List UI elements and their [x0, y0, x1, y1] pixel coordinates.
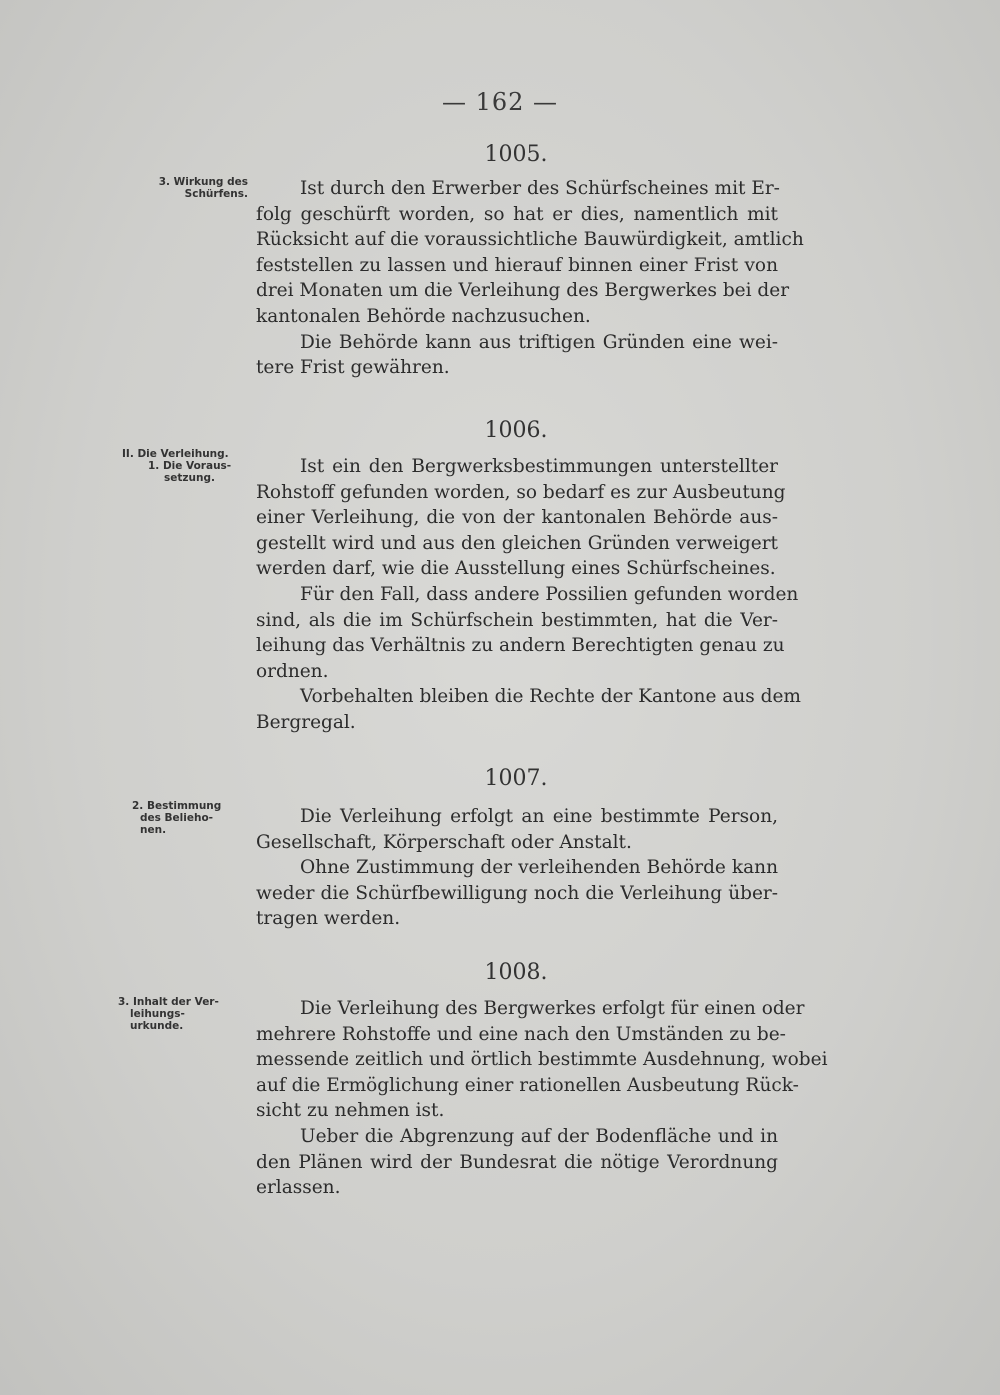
- text-line: mehrere Rohstoffe und eine nach den Umständen zu be-: [256, 1023, 786, 1045]
- text-line: auf die Ermöglichung einer rationellen Ausbeutung Rück-: [256, 1074, 799, 1096]
- margin-note-line: 3. Wirkung des: [158, 176, 248, 188]
- text-line: Ist durch den Erwerber des Schürfscheines mit Er-: [300, 178, 780, 199]
- article-number-1008: 1008.: [484, 960, 548, 985]
- text-line: Vorbehalten bleiben die Rechte der Kantone aus dem: [300, 686, 801, 708]
- margin-note-1008: [118, 996, 253, 1032]
- text-line: sind, als die im Schürfschein bestimmten, hat die Ver-: [256, 609, 778, 631]
- article-body-1008: [256, 996, 828, 1201]
- text-line: Rücksicht auf die voraussichtliche Bauwürdigkeit, amtlich: [256, 229, 804, 251]
- text-line: einer Verleihung, die von der kantonalen Behörde aus-: [256, 507, 778, 529]
- margin-note-line: 2. Bestimmung: [132, 800, 222, 812]
- text-line: leihung das Verhältnis zu andern Berechtigten genau zu: [256, 635, 785, 657]
- article-number-1006: 1006.: [484, 418, 548, 443]
- text-line: Die Verleihung erfolgt an eine bestimmte Person,: [300, 806, 778, 827]
- text-line: tragen werden.: [256, 908, 401, 930]
- text-line: kantonalen Behörde nachzusuchen.: [256, 305, 591, 327]
- margin-note-line: II. Die Verleihung.: [122, 448, 229, 460]
- text-line: den Plänen wird der Bundesrat die nötige Verordnung: [256, 1151, 778, 1173]
- text-line: Ist ein den Bergwerksbestimmungen unterstellter: [300, 456, 778, 477]
- text-line: Die Verleihung des Bergwerkes erfolgt für einen oder: [300, 998, 805, 1019]
- text-line: gestellt wird und aus den gleichen Gründen verweigert: [256, 532, 778, 554]
- text-line: Für den Fall, dass andere Possilien gefunden worden: [300, 583, 799, 605]
- text-line: Die Behörde kann aus triftigen Gründen eine wei-: [300, 331, 778, 353]
- text-line: tere Frist gewähren.: [256, 357, 450, 379]
- text-line: Rohstoff gefunden worden, so bedarf es zur Ausbeutung: [256, 481, 786, 503]
- text-line: sicht zu nehmen ist.: [256, 1100, 445, 1122]
- text-line: feststellen zu lassen und hierauf binnen einer Frist von: [256, 254, 778, 276]
- text-line: weder die Schürfbewilligung noch die Verleihung über-: [256, 882, 778, 904]
- margin-note-1007: [132, 800, 252, 836]
- margin-note-line: setzung.: [164, 472, 215, 484]
- text-line: Ohne Zustimmung der verleihenden Behörde kann: [300, 857, 778, 879]
- page-number: — 162 —: [441, 88, 559, 116]
- text-line: drei Monaten um die Verleihung des Bergwerkes bei der: [256, 280, 790, 302]
- margin-note-line: 3. Inhalt der Ver-: [118, 996, 219, 1008]
- article-body-1007: [256, 804, 778, 932]
- margin-note-line: nen.: [140, 824, 167, 836]
- article-body-1005: [256, 176, 804, 381]
- article-body-1006: [256, 454, 801, 736]
- text-line: folg geschürft worden, so hat er dies, namentlich mit: [256, 203, 778, 225]
- margin-note-1005: [118, 176, 248, 200]
- article-number-1005: 1005.: [484, 142, 548, 167]
- text-line: erlassen.: [256, 1177, 341, 1199]
- margin-note-line: Schürfens.: [184, 188, 248, 200]
- margin-note-line: urkunde.: [130, 1020, 184, 1032]
- article-number-1007: 1007.: [484, 766, 548, 791]
- text-line: messende zeitlich und örtlich bestimmte Ausdehnung, wobei: [256, 1049, 828, 1071]
- text-line: Bergregal.: [256, 711, 356, 733]
- text-line: Gesellschaft, Körperschaft oder Anstalt.: [256, 831, 632, 853]
- text-line: werden darf, wie die Ausstellung eines Schürfscheines.: [256, 558, 776, 580]
- text-line: ordnen.: [256, 660, 329, 682]
- text-line: Ueber die Abgrenzung auf der Bodenfläche und in: [300, 1125, 778, 1147]
- margin-note-line: leihungs-: [130, 1008, 185, 1020]
- margin-note-line: 1. Die Voraus-: [148, 460, 232, 472]
- margin-note-line: des Belieho-: [140, 812, 214, 824]
- margin-note-1006: [122, 448, 252, 484]
